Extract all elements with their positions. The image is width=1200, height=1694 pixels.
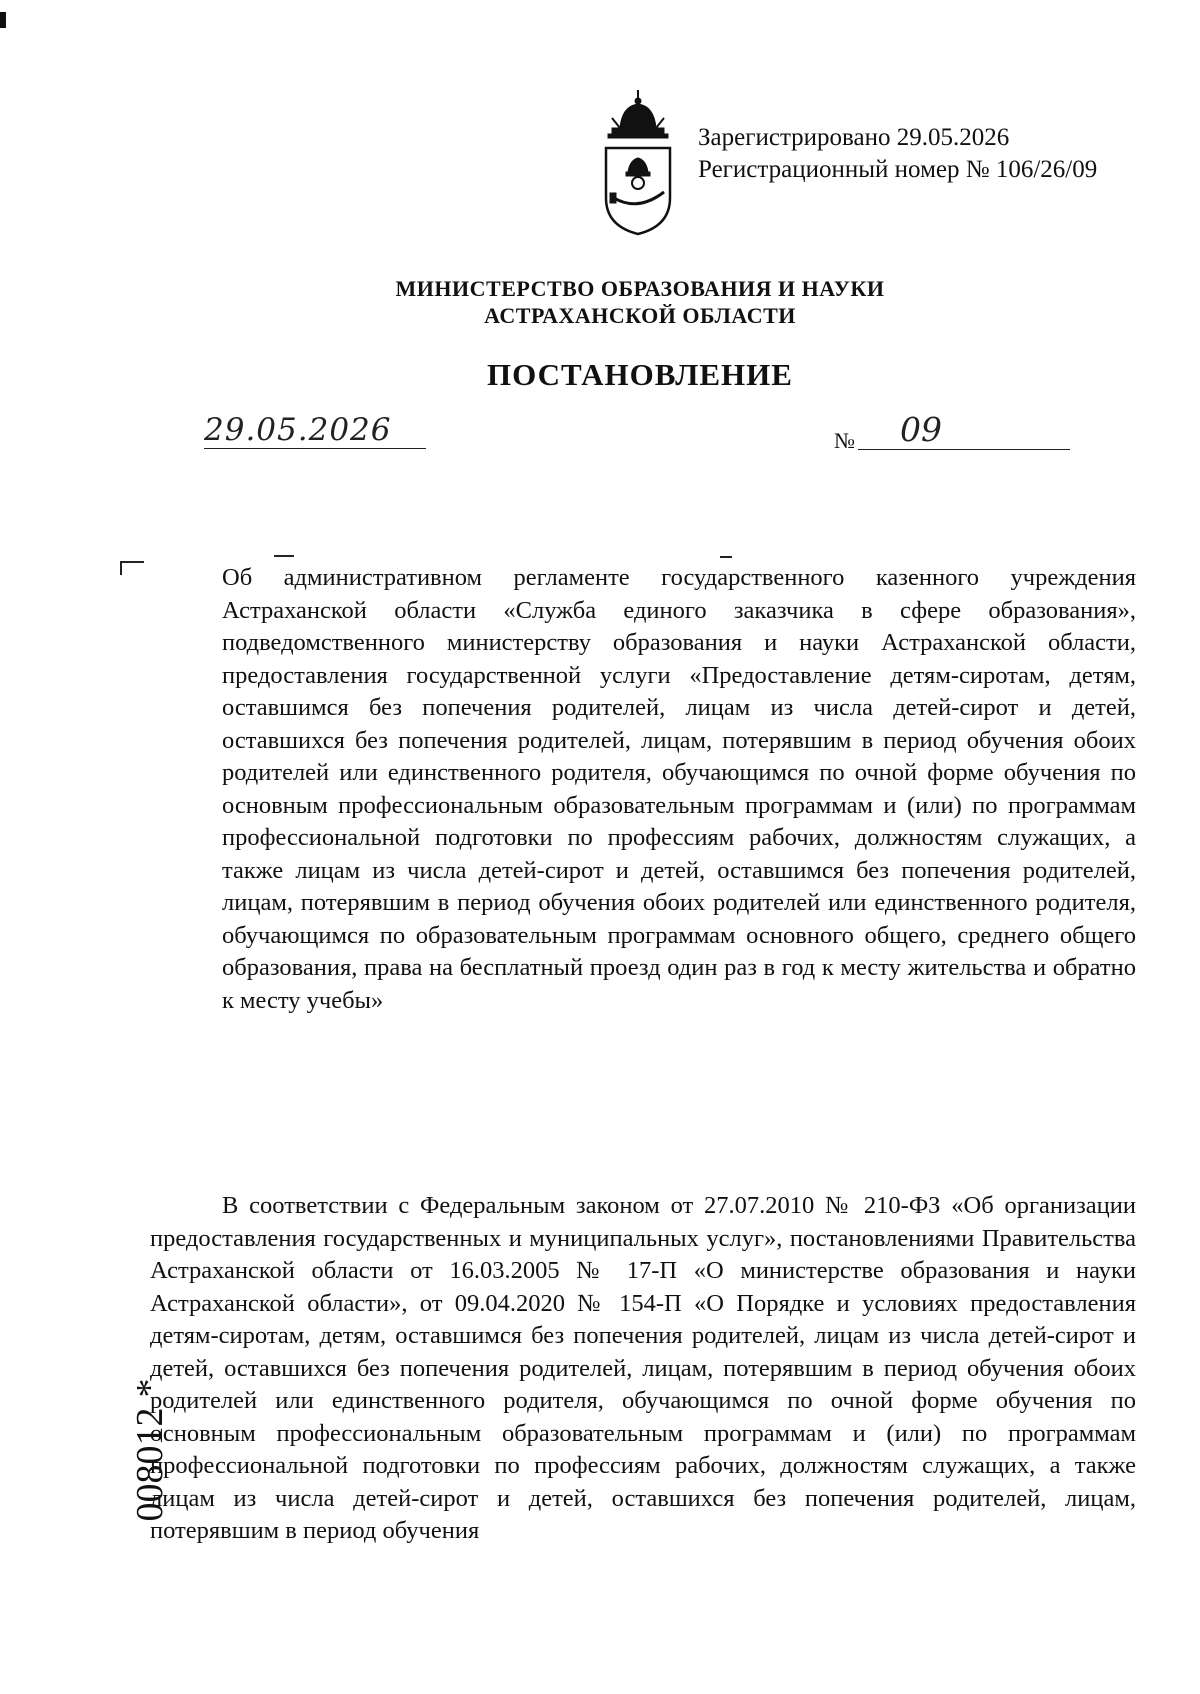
scan-artifact [274,555,294,557]
ministry-line-1: МИНИСТЕРСТВО ОБРАЗОВАНИЯ И НАУКИ [395,276,885,301]
side-stamp-number: 008012 [129,1407,171,1522]
document-type-title: ПОСТАНОВЛЕНИЕ [487,357,793,392]
scan-corner-mark [0,12,6,28]
ministry-name [0,275,1200,329]
document-subject: Об административном регламенте государственного казенного учреждения Астраханской области «Служба единого заказчика в сфере образования», подведомственного министерству образования и науки Астраханской области, предоставления государственной услуги «Предоставление детям-сиротам, детям, оставшимся без попечения родителей, лицам из числа детей-сирот и детей, оставшихся без попечения родителей, лицам, потерявшим в период обучения обоих родителей или единственного родителя, обучающимся по очной форме обучения по основным профессиональным образовательным программам и (или) по программам профессиональной подготовки по профессиям рабочих, должностям служащих, а также лицам из числа детей-сирот и детей, оставшимся без попечения родителей, лицам, потерявшим в период обучения обоих родителей или единственного родителя, обучающимся по образовательным программам основного общего, среднего общего образования, права на бесплатный проезд один раз в год к месту жительства и обратно к месту учебы» [222,564,1136,1014]
scan-artifact [120,561,122,575]
handwritten-number: 09 [900,410,942,449]
number-label: № [834,428,855,453]
coat-of-arms-emblem [598,88,678,236]
scan-artifact [120,561,144,563]
number-underline [858,449,1070,450]
ministry-line-2: АСТРАХАНСКОЙ ОБЛАСТИ [484,303,796,328]
document-body: В соответствии с Федеральным законом от 27.07.2010 № 210-ФЗ «Об организации предоставления государственных и муниципальных услуг», постановлениями Правительства Астраханской области от 16.03.2005 № 17-П «О министерстве образования и науки Астраханской области», от 09.04.2020 № 154-П «О Порядке и условиях предоставления детям-сиротам, детям, оставшимся без попечения родителей, лицам из числа детей-сирот и детей, оставшихся без попечения родителей, лицам, потерявшим в период обучения обоих родителей или единственного родителя, обучающимся по очной форме обучения по основным профессиональным образовательным программам и (или) по программам профессиональной подготовки по профессиям рабочих, должностям служащих, а также лицам из числа детей-сирот и детей, оставшихся без попечения родителей, лицам, потерявшим в период обучения [150,1192,1136,1544]
side-stamp [130,1360,170,1540]
scan-artifact [720,556,732,558]
registration-number: Регистрационный номер № 106/26/09 [698,156,1098,183]
side-stamp-asterisk: * [129,1378,171,1398]
registration-date: Зарегистрировано 29.05.2026 [698,124,1010,151]
date-underline [204,448,426,449]
handwritten-date: 29.05.2026 [204,412,392,448]
registration-block [698,122,1097,186]
